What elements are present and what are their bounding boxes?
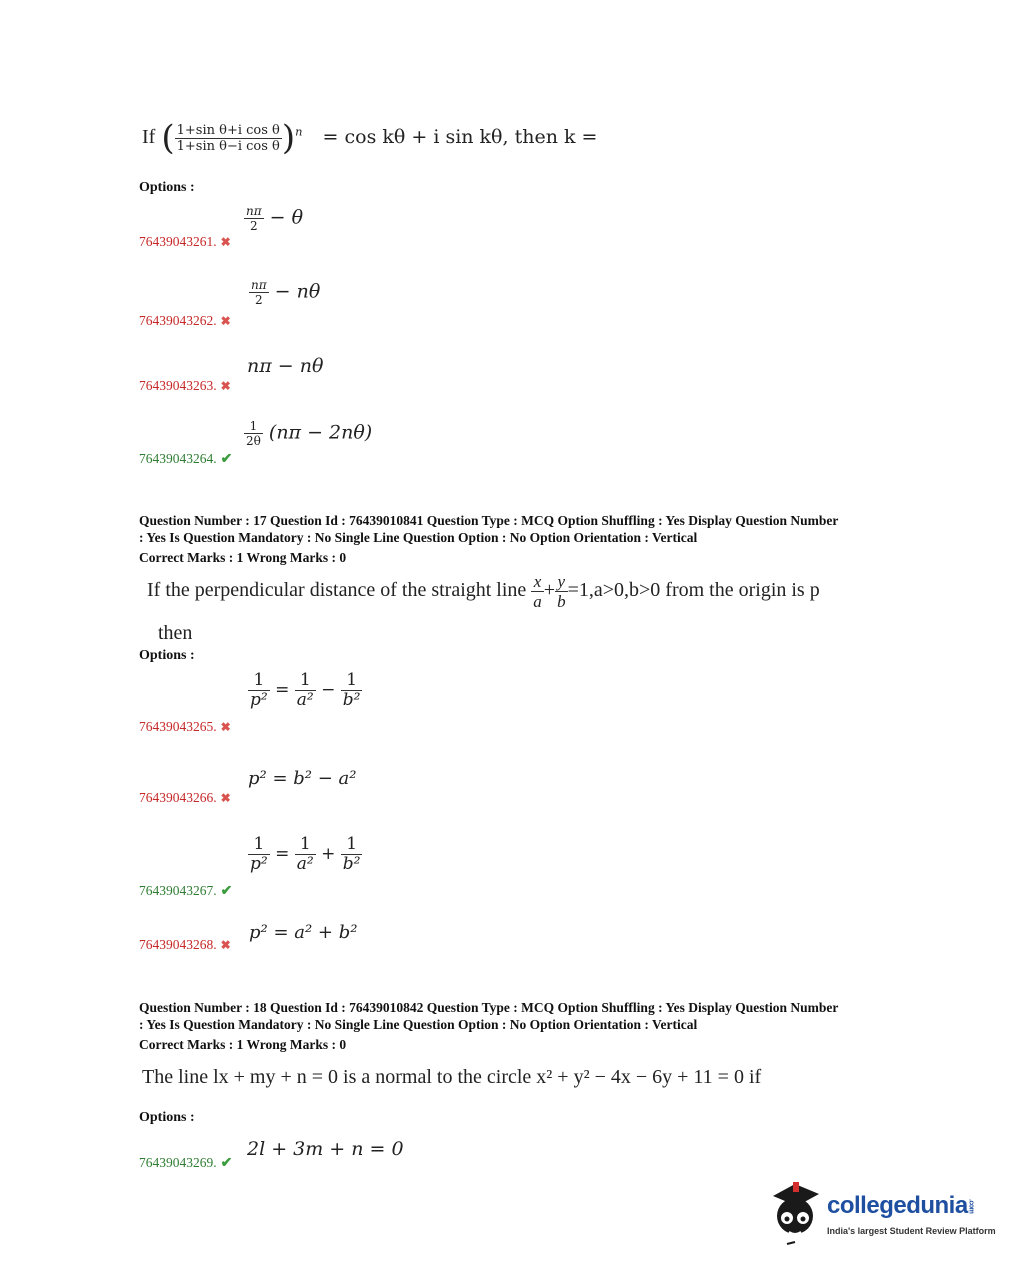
q16-if: If	[142, 126, 156, 148]
q16-question: If ( $\frac{\text{1+sin θ+i cos θ}}{\text{1+sin θ−i cos θ}}$ )$^n$ = cos kθ + i sin kθ, then k =	[142, 118, 598, 158]
q17-marks: Correct Marks : 1 Wrong Marks : 0	[139, 550, 347, 565]
check-mark-icon: ✔	[220, 452, 233, 467]
check-mark-icon: ✔	[220, 884, 233, 899]
q16-option2[interactable]	[139, 313, 231, 329]
option-id: 76439043268.	[139, 937, 217, 952]
check-mark-icon: ✔	[220, 1156, 233, 1171]
option-id: 76439043269.	[139, 1155, 217, 1170]
q17-option2-expression: p² = b² − a²	[248, 768, 357, 789]
q18-option1[interactable]	[139, 1155, 232, 1172]
option-id: 76439043267.	[139, 883, 217, 898]
option-id: 76439043265.	[139, 719, 217, 734]
q17-option4-expression: p² = a² + b²	[249, 922, 358, 943]
option-id: 76439043261.	[139, 234, 217, 249]
q18-options-label: Options :	[139, 1110, 195, 1125]
wrong-mark-icon: ✖	[220, 379, 231, 393]
q18-option1-expression: 2l + 3m + n = 0	[247, 1138, 404, 1160]
q16-option1-expression: $\frac{n\pi}{2}$ − θ	[246, 204, 304, 233]
q18-marks: Correct Marks : 1 Wrong Marks : 0	[139, 1037, 347, 1052]
wrong-mark-icon: ✖	[220, 314, 231, 328]
option-id: 76439043266.	[139, 790, 217, 805]
wrong-mark-icon: ✖	[220, 235, 231, 249]
q17-option3-expression: $\frac{1}{\text{p²}}$ = $\frac{1}{\text{a²}}$ + $\frac{1}{\text{b²}}$	[250, 834, 361, 874]
q17-options-label: Options :	[139, 648, 195, 663]
option-id: 76439043263.	[139, 378, 217, 393]
q16-rhs: = cos kθ + i sin kθ, then k =	[322, 126, 598, 148]
q18-question: The line lx + my + n = 0 is a normal to the circle x² + y² − 4x − 6y + 11 = 0 if	[142, 1066, 762, 1088]
q17-option3[interactable]	[139, 883, 232, 900]
wrong-mark-icon: ✖	[220, 938, 231, 952]
q16-option3-expression: nπ − nθ	[247, 355, 324, 377]
q17-option4[interactable]	[139, 937, 231, 953]
q17-option1[interactable]	[139, 719, 231, 735]
q16-options-label: Options :	[139, 180, 195, 195]
q16-option4[interactable]	[139, 451, 232, 468]
collegedunia-logo	[765, 1178, 995, 1250]
q16-fraction: $\frac{\text{1+sin θ+i cos θ}}{\text{1+sin θ−i cos θ}}$	[176, 122, 280, 154]
q16-option1[interactable]	[139, 234, 231, 250]
option-id: 76439043264.	[139, 451, 217, 466]
wrong-mark-icon: ✖	[220, 720, 231, 734]
q17-question-then: then	[158, 622, 193, 644]
wrong-mark-icon: ✖	[220, 791, 231, 805]
q17-option1-expression: $\frac{1}{\text{p²}}$ = $\frac{1}{\text{a²}}$ − $\frac{1}{\text{b²}}$	[250, 670, 361, 710]
q16-option2-expression: $\frac{n\pi}{2}$ − nθ	[251, 278, 321, 307]
brand-suffix: .com	[967, 1199, 975, 1214]
brand-tagline: India's largest Student Review Platform	[827, 1226, 996, 1236]
q16-option4-expression: $\frac{1}{2\theta}$ (nπ − 2nθ)	[246, 419, 373, 448]
q17-question: If the perpendicular distance of the straight line $\frac{x}{a}$ + $\frac{y}{b}$ =1,a>0,b>0 from the origin is p	[147, 572, 820, 611]
brand-name: collegedunia.com	[827, 1192, 975, 1219]
option-id: 76439043262.	[139, 313, 217, 328]
q18-header: Question Number : 18 Question Id : 76439010842 Question Type : MCQ Option Shuffling : Yes Display Question Number : Yes Is Question Mandatory : No Single Line Question Option : No Option Orientation : Vertical Correct Marks : 1 Wrong Marks : 0	[139, 999, 909, 1053]
q17-header: Question Number : 17 Question Id : 76439010841 Question Type : MCQ Option Shuffling : Yes Display Question Number : Yes Is Question Mandatory : No Single Line Question Option : No Option Orientation : Vertical Correct Marks : 1 Wrong Marks : 0	[139, 512, 909, 566]
q16-option3[interactable]	[139, 378, 231, 394]
mascot-icon	[765, 1178, 827, 1248]
q17-option2[interactable]	[139, 790, 231, 806]
